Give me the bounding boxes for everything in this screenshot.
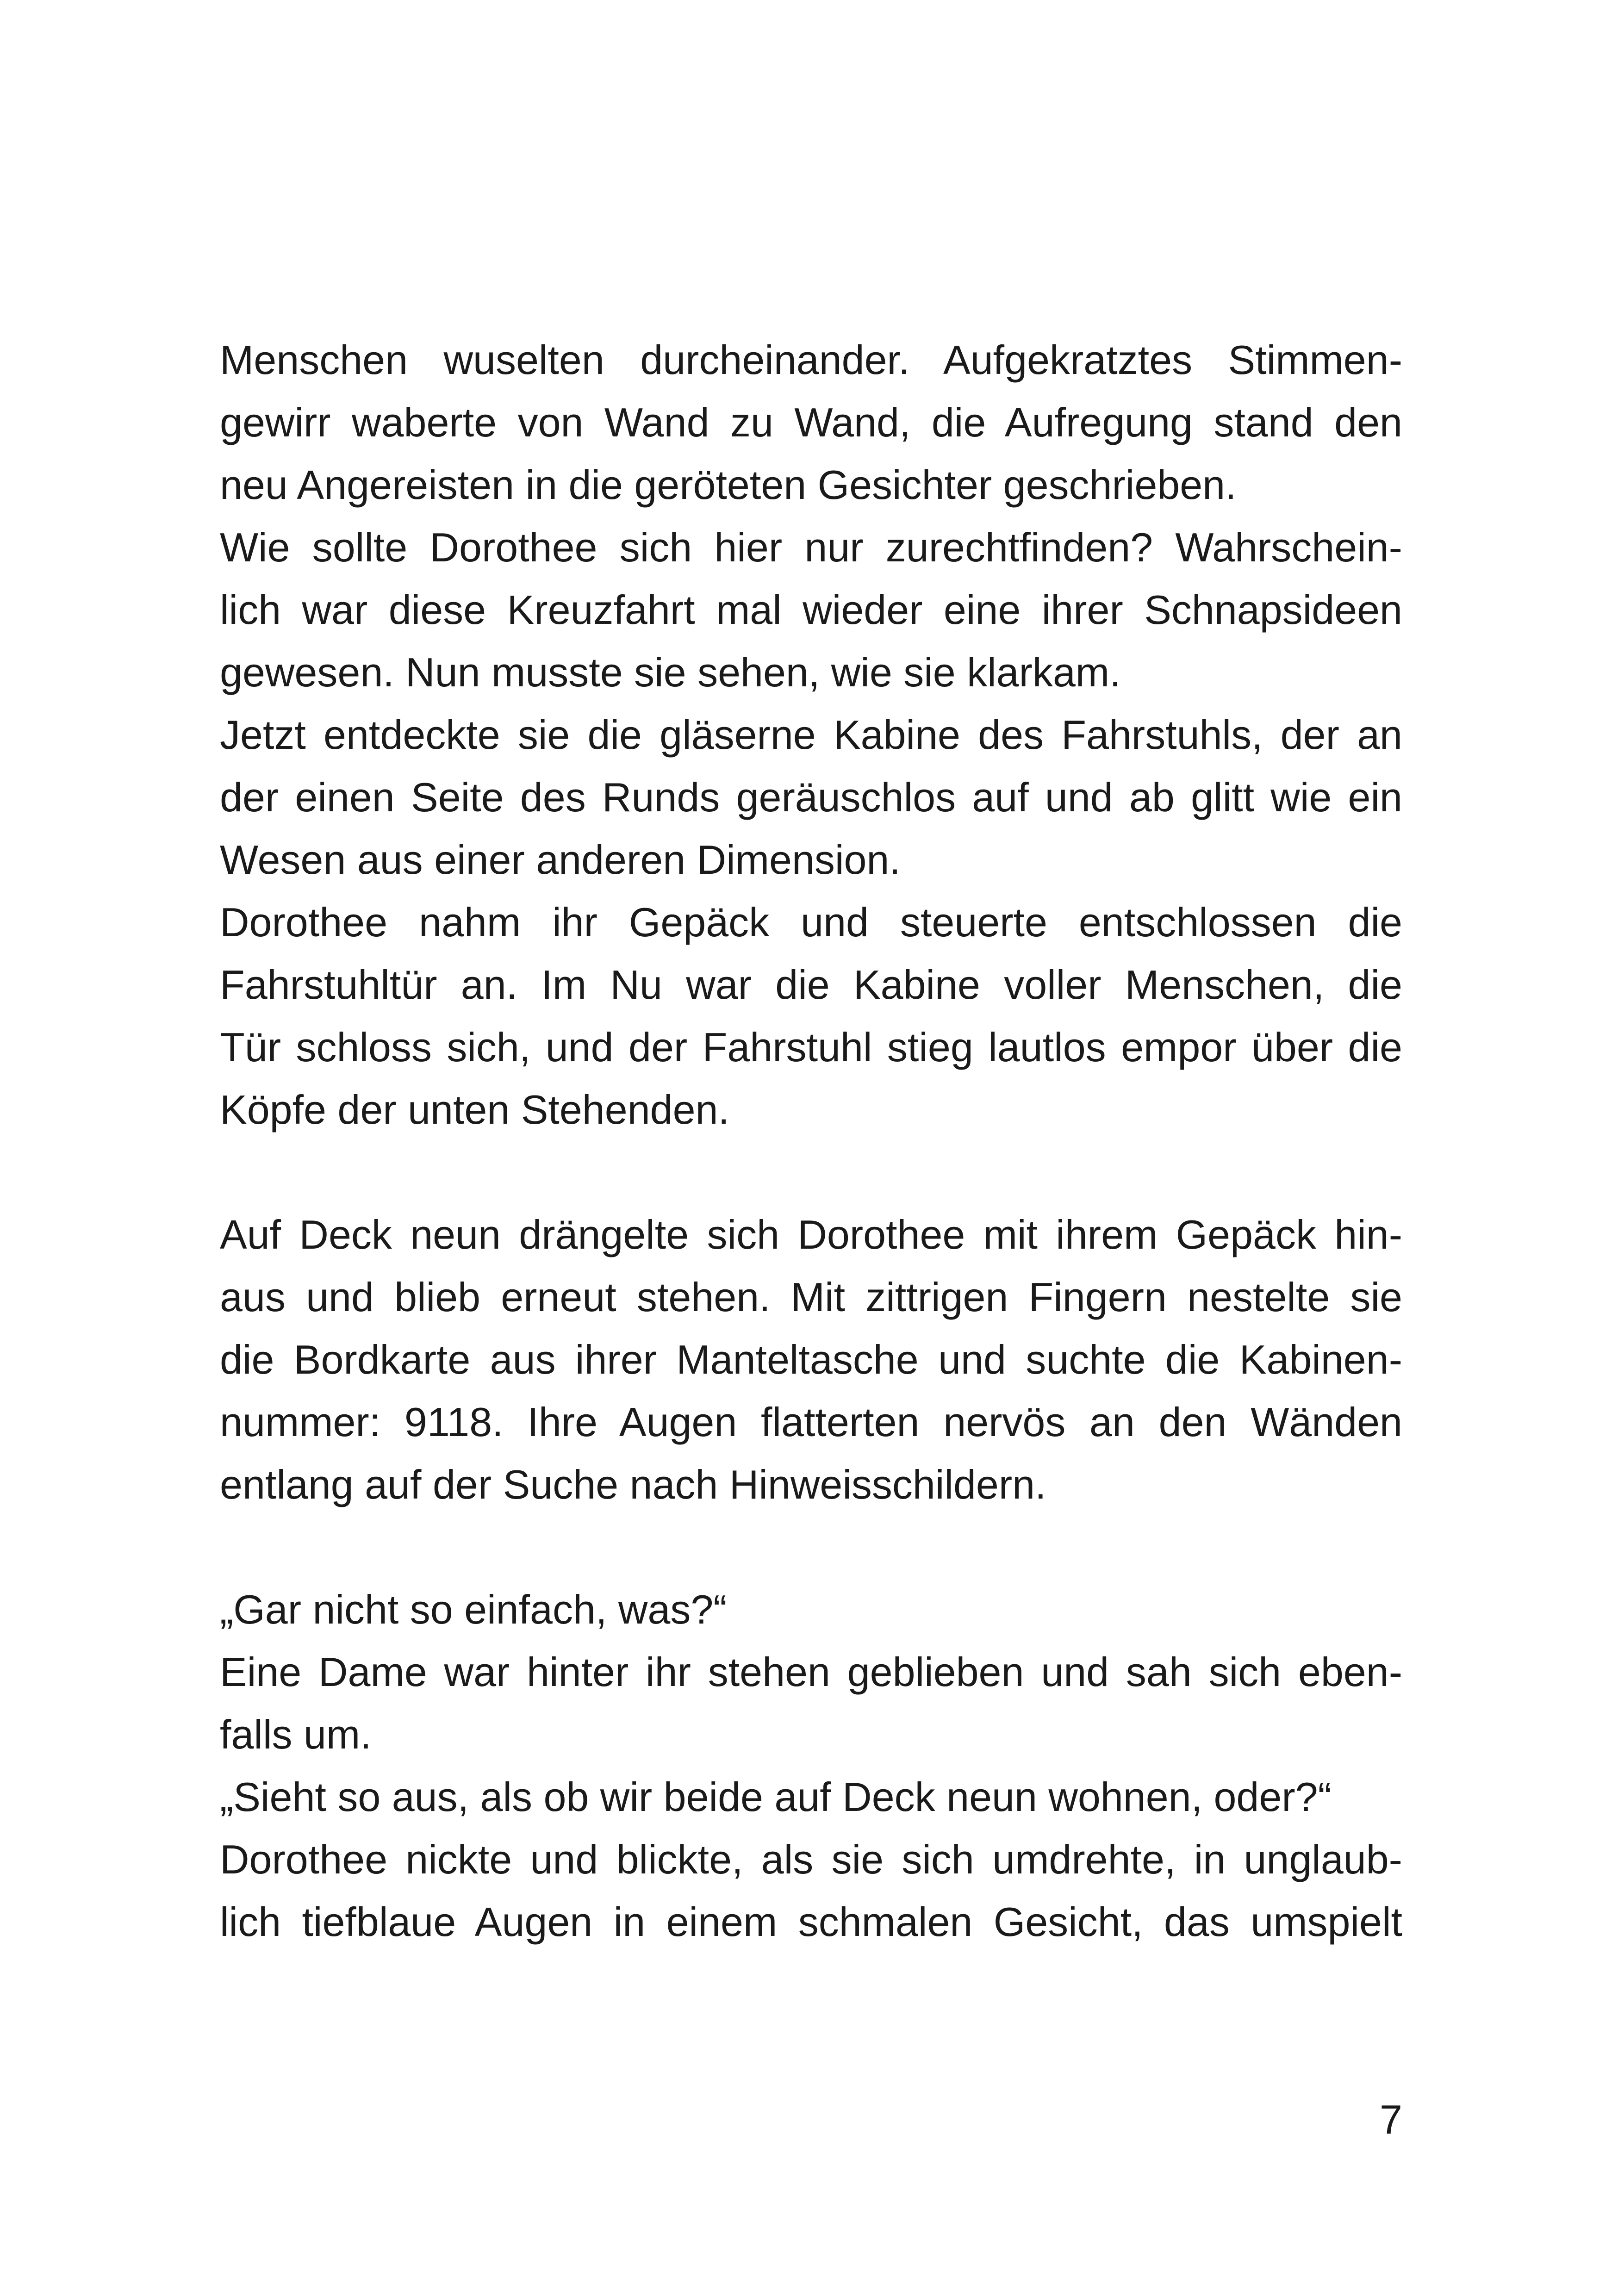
text-line: gewesen. Nun musste sie sehen, wie sie klarkam. <box>220 649 1121 695</box>
text-line: Dorothee nahm ihr Gepäck und steuerte entschlossen die <box>220 899 1402 945</box>
text-line: Auf Deck neun drängelte sich Dorothee mit ihrem Gepäck hin- <box>220 1212 1402 1257</box>
text-line: aus und blieb erneut stehen. Mit zittrigen Fingern nestelte sie <box>220 1274 1402 1320</box>
text-line: Wie sollte Dorothee sich hier nur zurechtfinden? Wahrschein- <box>220 524 1402 570</box>
page-number: 7 <box>1380 2097 1402 2142</box>
text-line: Menschen wuselten durcheinander. Aufgekratztes Stimmen- <box>220 337 1402 383</box>
text-line: Köpfe der unten Stehenden. <box>220 1087 729 1132</box>
text-line: Fahrstuhltür an. Im Nu war die Kabine voller Menschen, die <box>220 962 1402 1008</box>
text-line: „Gar nicht so einfach, was?“ <box>220 1587 727 1632</box>
text-line: Dorothee nickte und blickte, als sie sich umdrehte, in unglaub- <box>220 1836 1402 1882</box>
text-line: Jetzt entdeckte sie die gläserne Kabine des Fahrstuhls, der an <box>220 712 1402 758</box>
text-line: neu Angereisten in die geröteten Gesichter geschrieben. <box>220 462 1237 508</box>
text-line: nummer: 9118. Ihre Augen flatterten nervös an den Wänden <box>220 1399 1402 1445</box>
text-line: lich tiefblaue Augen in einem schmalen Gesicht, das umspielt <box>220 1899 1402 1945</box>
text-line: Tür schloss sich, und der Fahrstuhl stieg lautlos empor über die <box>220 1024 1402 1070</box>
body-text <box>220 329 1402 1953</box>
text-line: Wesen aus einer anderen Dimension. <box>220 837 901 883</box>
text-line: Eine Dame war hinter ihr stehen geblieben und sah sich eben- <box>220 1649 1402 1695</box>
text-line: falls um. <box>220 1711 372 1757</box>
text-line: entlang auf der Suche nach Hinweisschildern. <box>220 1462 1046 1507</box>
text-line: die Bordkarte aus ihrer Manteltasche und suchte die Kabinen- <box>220 1337 1402 1382</box>
text-line: „Sieht so aus, als ob wir beide auf Deck neun wohnen, oder?“ <box>220 1774 1332 1820</box>
text-line: gewirr waberte von Wand zu Wand, die Aufregung stand den <box>220 399 1402 445</box>
text-line: lich war diese Kreuzfahrt mal wieder eine ihrer Schnapsideen <box>220 587 1402 633</box>
text-line: der einen Seite des Runds geräuschlos auf und ab glitt wie ein <box>220 774 1402 820</box>
